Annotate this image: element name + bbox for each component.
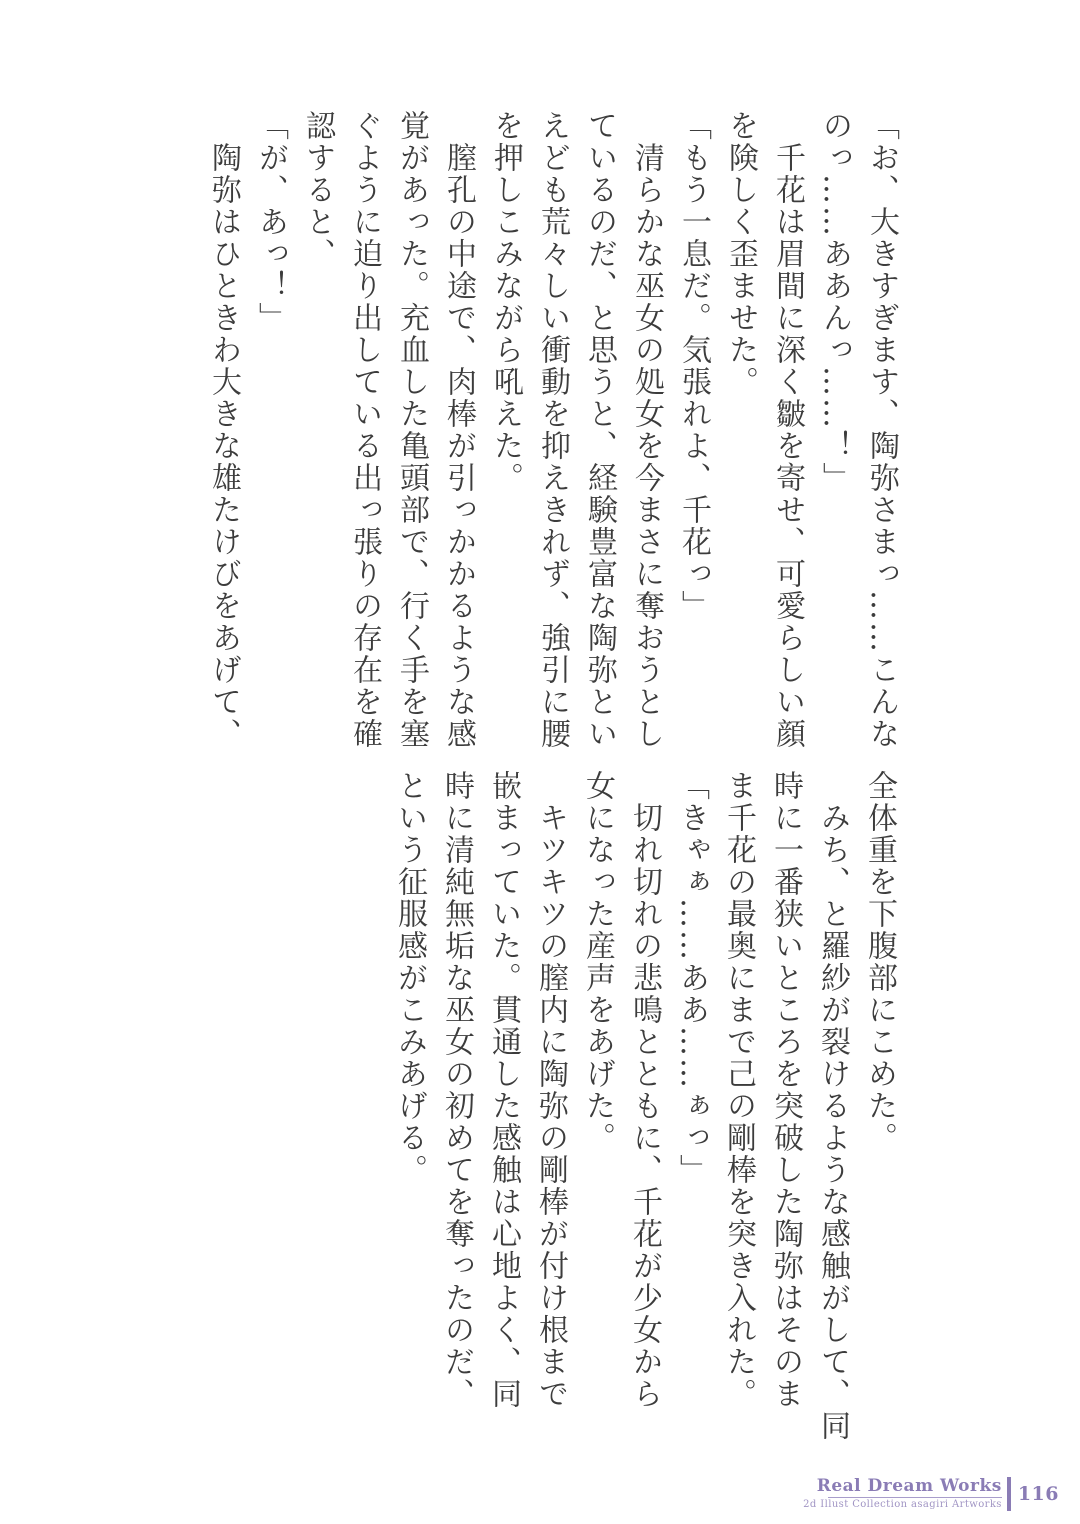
text-column: のっ……ああんっ……！」	[817, 110, 852, 494]
text-column: 陶弥はひときわ大きな雄たけびをあげて、	[206, 110, 241, 750]
footer-divider-line	[828, 1497, 1002, 1498]
text-column: 切れ切れの悲鳴とともに、千花が少女から	[627, 770, 662, 1410]
text-column: みち、と羅紗が裂けるような感触がして、同	[815, 770, 850, 1442]
text-column: 「が、あっ！」	[253, 110, 288, 334]
text-column: 覚があった。充血した亀頭部で、行く手を塞	[394, 110, 429, 750]
text-column: 「きゃぁ……ああ……ぁっ」	[674, 770, 709, 1186]
footer-logo-block	[803, 1477, 1002, 1511]
text-column: ているのだ、と思うと、経験豊富な陶弥とい	[582, 110, 617, 750]
text-column: 清らかな巫女の処女を今まさに奪おうとし	[629, 110, 664, 750]
text-column: 女になった産声をあげた。	[580, 770, 615, 1154]
text-column: 時に清純無垢な巫女の初めてを奪ったのだ、	[439, 770, 474, 1410]
text-column: という征服感がこみあげる。	[392, 770, 427, 1186]
footer-separator-bar	[1007, 1477, 1011, 1511]
page-number: 116	[1017, 1483, 1059, 1505]
book-title: Real Dream Works	[816, 1476, 1002, 1497]
text-column: 嵌まっていた。貫通した感触は心地よく、同	[486, 770, 521, 1410]
text-column: えども荒々しい衝動を抑えきれず、強引に腰	[535, 110, 570, 750]
text-column: 「お、大きすぎます、陶弥さまっ……こんな	[864, 110, 899, 750]
text-column: を険しく歪ませた。	[723, 110, 758, 398]
text-column: 膣孔の中途で、肉棒が引っかかるような感	[441, 110, 476, 750]
upper-text-block	[200, 110, 905, 765]
text-column: 「もう一息だ。気張れよ、千花っ」	[676, 110, 711, 622]
book-subtitle: 2d Illust Collection asagiri Artworks	[803, 1498, 1002, 1510]
lower-text-block	[386, 770, 903, 1445]
text-column: ま千花の最奥にまで己の剛棒を突き入れた。	[721, 770, 756, 1410]
text-column: 認すると、	[300, 110, 335, 270]
text-column: ぐように迫り出している出っ張りの存在を確	[347, 110, 382, 750]
text-column: を押しこみながら吼えた。	[488, 110, 523, 494]
text-column: 全体重を下腹部にこめた。	[862, 770, 897, 1154]
text-column: キツキツの膣内に陶弥の剛棒が付け根まで	[533, 770, 568, 1410]
text-column: 千花は眉間に深く皺を寄せ、可愛らしい顔	[770, 110, 805, 750]
page-footer	[803, 1477, 1059, 1511]
text-column: 時に一番狭いところを突破した陶弥はそのま	[768, 770, 803, 1410]
